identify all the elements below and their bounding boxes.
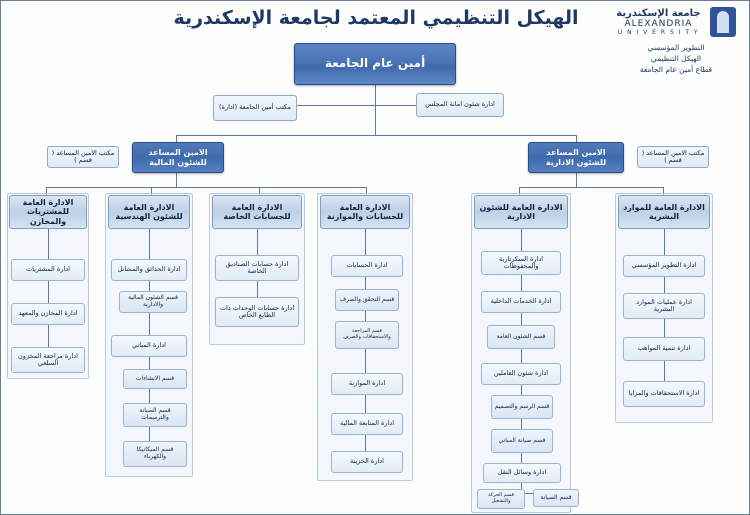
node-hr-2[interactable]: ادارة عمليات الموارد البشرية	[623, 293, 705, 319]
node-special-accounts-2[interactable]: ادارة حسابات الوحدات ذات الطابع الخاص	[215, 297, 299, 327]
node-assistant-admin[interactable]: الامين المساعد للشئون الادارية	[528, 142, 624, 173]
node-accounts-4[interactable]: ادارة الموازنة	[331, 373, 403, 395]
connector	[48, 281, 49, 303]
connector	[664, 361, 665, 381]
header-subtitles	[611, 43, 741, 76]
node-admin-5[interactable]: قسم الرسم والتصميم	[491, 395, 553, 419]
connector	[149, 427, 150, 441]
node-accounts-6[interactable]: ادارة الخزينة	[331, 451, 403, 473]
connector	[521, 229, 522, 251]
node-engineering-2[interactable]: قسم الشئون المالية والادارية	[119, 291, 187, 313]
node-admin-4[interactable]: ادارة شئون العاملين	[481, 363, 561, 385]
node-council-affairs-office[interactable]: ادارة شئون امانة المجلس	[416, 93, 504, 117]
connector	[149, 389, 150, 403]
node-assistant-financial[interactable]: الامين المساعد للشئون المالية	[132, 142, 224, 173]
connector	[521, 275, 522, 291]
connector	[48, 229, 49, 259]
connector	[149, 313, 150, 335]
node-admin-1[interactable]: ادارة السكرتارية والمحفوظات	[481, 251, 561, 275]
node-engineering-5[interactable]: قسم الصيانة والترميمات	[123, 403, 187, 427]
node-special-accounts-1[interactable]: ادارة حسابات الصناديق الخاصة	[215, 255, 299, 281]
node-admin-9[interactable]: قسم الحركة والتشغيل	[477, 489, 525, 509]
connector	[375, 105, 376, 135]
connector	[48, 325, 49, 347]
connector	[664, 319, 665, 337]
node-assistant-admin-office[interactable]: مكتب الامين المساعد ( قسم )	[637, 146, 709, 168]
node-hr-1[interactable]: ادارة التطوير المؤسسي	[623, 255, 705, 277]
logo-arabic: جامعة الإسكندرية	[616, 8, 701, 19]
node-hr-3[interactable]: ادارة تنمية المواهب	[623, 337, 705, 361]
connector	[521, 419, 522, 429]
connector	[664, 277, 665, 293]
node-admin-7[interactable]: ادارة وسائل النقل	[483, 463, 561, 483]
subtitle-1: التطوير المؤسسي	[647, 43, 705, 52]
connector	[519, 187, 663, 188]
connector	[365, 349, 366, 373]
university-logo	[611, 7, 741, 37]
node-secretary-general[interactable]: أمين عام الجامعة	[294, 43, 456, 85]
node-assistant-financial-office[interactable]: مكتب الامين المساعد ( قسم )	[47, 146, 119, 168]
connector	[176, 173, 177, 187]
subtitle-3: قطاع أمين عام الجامعة	[639, 64, 713, 74]
connector	[521, 313, 522, 325]
node-admin-3[interactable]: قسم الشئون العامة	[487, 325, 555, 349]
connector	[365, 435, 366, 451]
logo-icon	[710, 7, 736, 37]
page-title: الهيكل التنظيمي المعتمد لجامعة الإسكندرية	[173, 7, 579, 29]
connector	[576, 173, 577, 187]
node-admin-8[interactable]: قسم الصيانة	[533, 489, 579, 507]
connector	[257, 229, 258, 255]
connector	[521, 453, 522, 463]
logo-latin: ALEXANDRIA	[624, 19, 693, 29]
connector	[149, 229, 150, 259]
node-accounts-3[interactable]: قسم المراجعة والاستحقاقات والصرف	[335, 321, 399, 349]
column-header-hr[interactable]: الادارة العامة للموارد البشرية	[618, 195, 710, 229]
connector	[365, 311, 366, 321]
column-header-accounts-budget[interactable]: الادارة العامة للحسابات والموازنة	[320, 195, 410, 229]
connector	[521, 349, 522, 363]
column-header-administrative[interactable]: الادارة العامة للشئون الادارية	[474, 195, 568, 229]
connector	[375, 85, 376, 105]
node-admin-6[interactable]: قسم صيانة المباني	[491, 429, 553, 453]
node-accounts-1[interactable]: ادارة الحسابات	[331, 255, 403, 277]
node-procurement-2[interactable]: ادارة المخازن والمعهد	[11, 303, 85, 325]
connector	[149, 357, 150, 369]
node-admin-2[interactable]: ادارة الخدمات الداخلية	[481, 291, 561, 313]
node-engineering-3[interactable]: ادارة المباني	[111, 335, 187, 357]
column-header-special-accounts[interactable]: الادارة العامة للحسابات الخاصة	[212, 195, 302, 229]
column-header-procurement[interactable]: الادارة العامة للمشتريات والمخازن	[9, 195, 87, 229]
node-accounts-2[interactable]: قسم التحقق والصرف	[335, 289, 399, 311]
node-accounts-5[interactable]: ادارة المتابعة المالية	[331, 413, 403, 435]
connector	[664, 229, 665, 255]
connector	[365, 395, 366, 413]
node-engineering-6[interactable]: قسم الميكانيكا والكهرباء	[123, 441, 187, 467]
subtitle-2: الهيكل التنظيمي	[650, 53, 702, 63]
connector	[365, 229, 366, 255]
node-secretary-office[interactable]: مكتب أمين الجامعة (ادارة)	[213, 95, 297, 121]
connector	[149, 281, 150, 291]
connector	[176, 135, 576, 136]
connector	[257, 281, 258, 297]
node-procurement-1[interactable]: ادارة المشتريات	[11, 259, 85, 281]
node-hr-4[interactable]: ادارة الاستحقاقات والمزايا	[623, 381, 705, 407]
column-header-engineering[interactable]: الادارة العامة للشئون الهندسية	[108, 195, 190, 229]
logo-sub: U N I V E R S I T Y	[617, 29, 700, 36]
node-engineering-1[interactable]: ادارة الحدائق والمشاتل	[111, 259, 187, 281]
connector	[365, 277, 366, 289]
connector	[46, 187, 366, 188]
node-engineering-4[interactable]: قسم الانشاءات	[123, 369, 187, 389]
connector	[521, 385, 522, 395]
node-procurement-3[interactable]: ادارة مراجعة المخزون السلعي	[11, 347, 85, 373]
